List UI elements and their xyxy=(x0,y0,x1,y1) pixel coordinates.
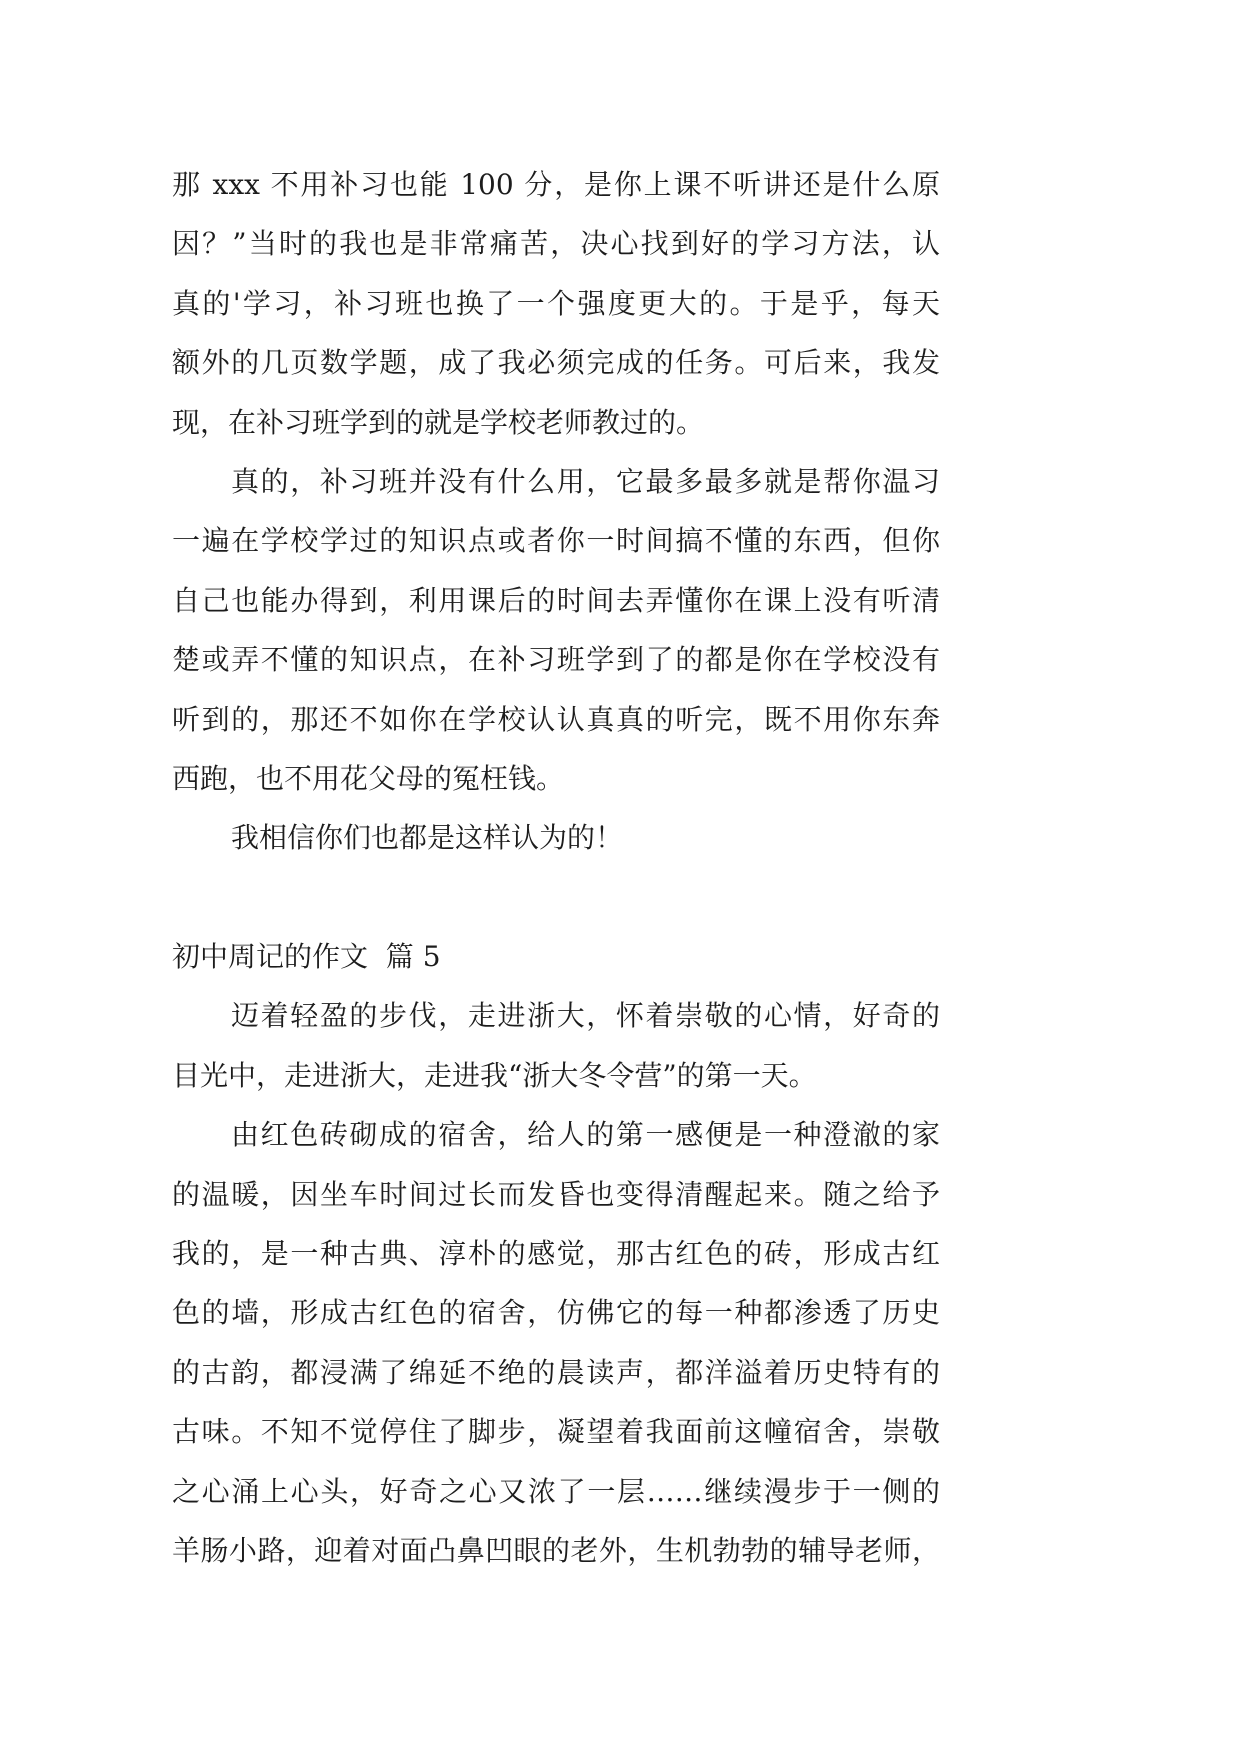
paragraph xyxy=(172,808,940,867)
paragraph-line: 目光中，走进浙大，走进我“浙大冬令营”的第一天。 xyxy=(172,1058,817,1092)
paragraph-line: 一遍在学校学过的知识点或者你一时间搞不懂的东西，但你 xyxy=(172,524,940,558)
paragraph-line: 的温暖，因坐车时间过长而发昏也变得清醒起来。随之给予 xyxy=(172,1177,940,1211)
paragraph-line: 真的，补习班并没有什么用，它最多最多就是帮你温习 xyxy=(231,464,940,498)
paragraph xyxy=(172,986,940,1105)
paragraph-line: 那 xxx 不用补习也能 100 分，是你上课不听讲还是什么原 xyxy=(172,168,940,201)
paragraph-line: 自己也能办得到，利用课后的时间去弄懂你在课上没有听清 xyxy=(172,583,940,617)
paragraph-line: 听到的，那还不如你在学校认认真真的听完，既不用你东奔 xyxy=(172,702,940,736)
paragraph-line: 由红色砖砌成的宿舍，给人的第一感便是一种澄澈的家 xyxy=(231,1118,940,1152)
paragraph-line: 额外的几页数学题，成了我必须完成的任务。可后来，我发 xyxy=(172,346,940,380)
paragraph xyxy=(172,155,940,452)
paragraph xyxy=(172,452,940,808)
paragraph-line: 迈着轻盈的步伐，走进浙大，怀着崇敬的心情，好奇的 xyxy=(231,999,940,1033)
blank-line xyxy=(172,868,940,927)
paragraph xyxy=(172,1105,940,1580)
paragraph-line: 羊肠小路，迎着对面凸鼻凹眼的老外，生机勃勃的辅导老师， xyxy=(172,1533,940,1567)
paragraph-line: 之心涌上心头，好奇之心又浓了一层……继续漫步于一侧的 xyxy=(172,1474,940,1508)
document-body xyxy=(172,155,940,1580)
section-heading: 初中周记的作文 篇 5 xyxy=(172,940,441,974)
paragraph-line: 因？”当时的我也是非常痛苦，决心找到好的学习方法，认 xyxy=(172,227,940,261)
paragraph-line: 现，在补习班学到的就是学校老师教过的。 xyxy=(172,405,705,439)
paragraph-line: 西跑，也不用花父母的冤枉钱。 xyxy=(172,761,565,795)
paragraph-line: 古味。不知不觉停住了脚步，凝望着我面前这幢宿舍，崇敬 xyxy=(172,1415,940,1449)
paragraph-line: 色的墙，形成古红色的宿舍，仿佛它的每一种都渗透了历史 xyxy=(172,1296,940,1330)
paragraph-line: 我的，是一种古典、淳朴的感觉，那古红色的砖，形成古红 xyxy=(172,1237,940,1271)
paragraph-line: 我相信你们也都是这样认为的！ xyxy=(231,821,624,855)
paragraph-line: 真的'学习，补习班也换了一个强度更大的。于是乎，每天 xyxy=(172,286,940,320)
paragraph-line: 楚或弄不懂的知识点，在补习班学到了的都是你在学校没有 xyxy=(172,643,940,677)
paragraph-line: 的古韵，都浸满了绵延不绝的晨读声，都洋溢着历史特有的 xyxy=(172,1355,940,1389)
